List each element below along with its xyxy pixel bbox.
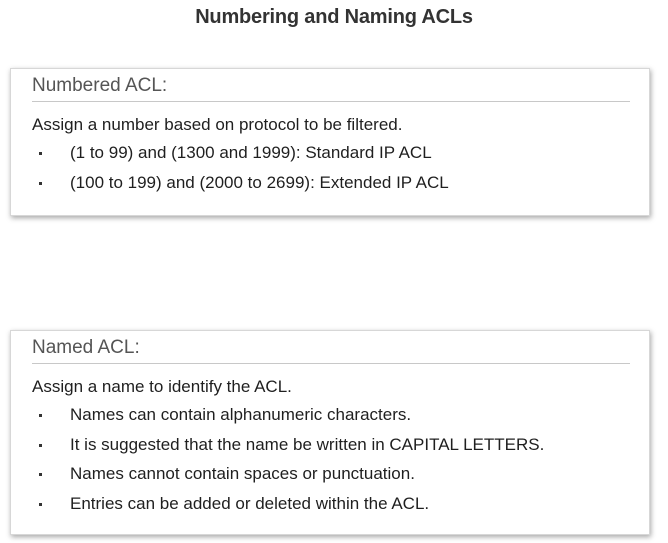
numbered-acl-heading: Numbered ACL: [32,75,168,96]
numbered-acl-intro: Assign a number based on protocol to be filtered. [32,115,403,134]
list-item-text: Entries can be added or deleted within the ACL. [70,493,430,513]
bullet-icon [39,414,42,417]
bullet-icon [39,444,42,447]
list-item-text: Names cannot contain spaces or punctuation. [70,464,415,483]
named-acl-intro: Assign a name to identify the ACL. [32,377,292,396]
named-acl-card [10,330,650,535]
bullet-icon [39,182,42,185]
list-item-text: (100 to 199) and (2000 to 2699): Extended IP ACL [70,172,449,192]
bullet-icon [39,152,42,155]
bullet-icon [39,473,42,476]
list-item-text: It is suggested that the name be written in CAPITAL LETTERS. [70,434,545,454]
named-acl-heading: Named ACL: [32,337,140,358]
list-item-text: (1 to 99) and (1300 and 1999): Standard IP ACL [70,143,432,162]
numbered-acl-divider [32,101,630,102]
named-acl-divider [32,363,630,364]
numbered-acl-card [10,68,650,216]
list-item-text: Names can contain alphanumeric characters. [70,405,412,424]
page-title: Numbering and Naming ACLs [195,6,473,28]
bullet-icon [39,503,42,506]
